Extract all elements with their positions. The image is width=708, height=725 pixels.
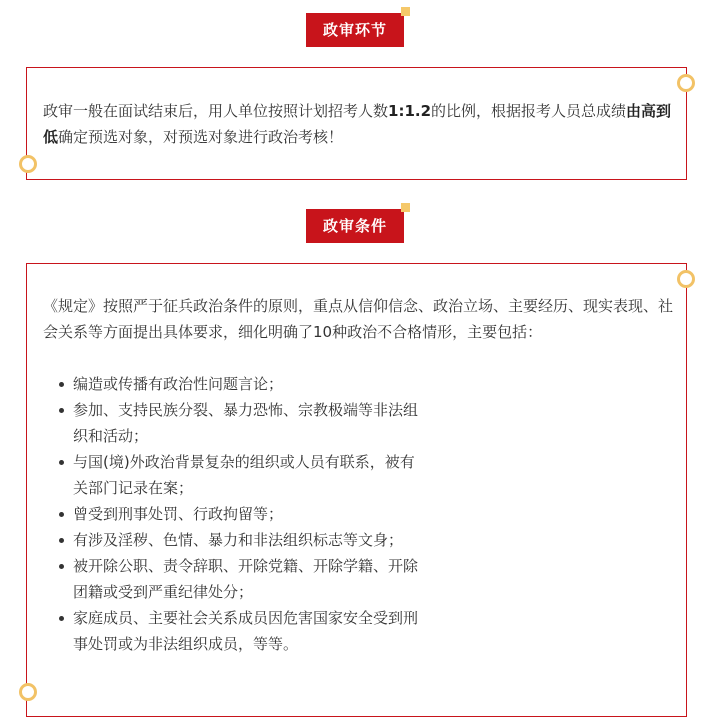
section-title-badge	[306, 209, 404, 243]
list-item: 参加、支持民族分裂、暴力恐怖、宗教极端等非法组织和活动；	[57, 397, 419, 449]
section-title-badge	[306, 13, 404, 47]
badge-corner-decoration	[401, 203, 410, 212]
info-panel	[26, 67, 687, 180]
info-panel	[26, 263, 687, 717]
list-item: 被开除公职、责令辞职、开除党籍、开除学籍、开除团籍或受到严重纪律处分；	[57, 553, 419, 605]
ring-decoration	[677, 270, 695, 288]
ring-decoration	[677, 74, 695, 92]
text-segment: 的比例，根据报考人员总成绩	[431, 102, 627, 120]
condition-list	[57, 371, 419, 657]
list-item: 曾受到刑事处罚、行政拘留等；	[57, 501, 419, 527]
text-segment: 政审一般在面试结束后，用人单位按照计划招考人数	[43, 102, 389, 120]
ring-decoration	[19, 683, 37, 701]
list-item: 编造或传播有政治性问题言论；	[57, 371, 419, 397]
panel-paragraph: 《规定》按照严于征兵政治条件的原则，重点从信仰信念、政治立场、主要经历、现实表现、社会关系等方面提出具体要求，细化明确了10种政治不合格情形，主要包括：	[43, 297, 674, 341]
badge-corner-decoration	[401, 7, 410, 16]
list-item: 与国(境)外政治背景复杂的组织或人员有联系，被有关部门记录在案；	[57, 449, 419, 501]
ring-decoration	[19, 155, 37, 173]
text-segment: 确定预选对象，对预选对象进行政治考核！	[58, 128, 344, 146]
section-title: 政审环节	[322, 21, 387, 39]
section-title: 政审条件	[322, 217, 387, 235]
list-item: 家庭成员、主要社会关系成员因危害国家安全受到刑事处罚或为非法组织成员，等等。	[57, 605, 419, 657]
ratio-value: 1:1.2	[388, 102, 432, 120]
panel-paragraph	[43, 98, 675, 150]
order-emphasis: 由高到低	[43, 102, 672, 146]
list-item: 有涉及淫秽、色情、暴力和非法组织标志等文身；	[57, 527, 419, 553]
